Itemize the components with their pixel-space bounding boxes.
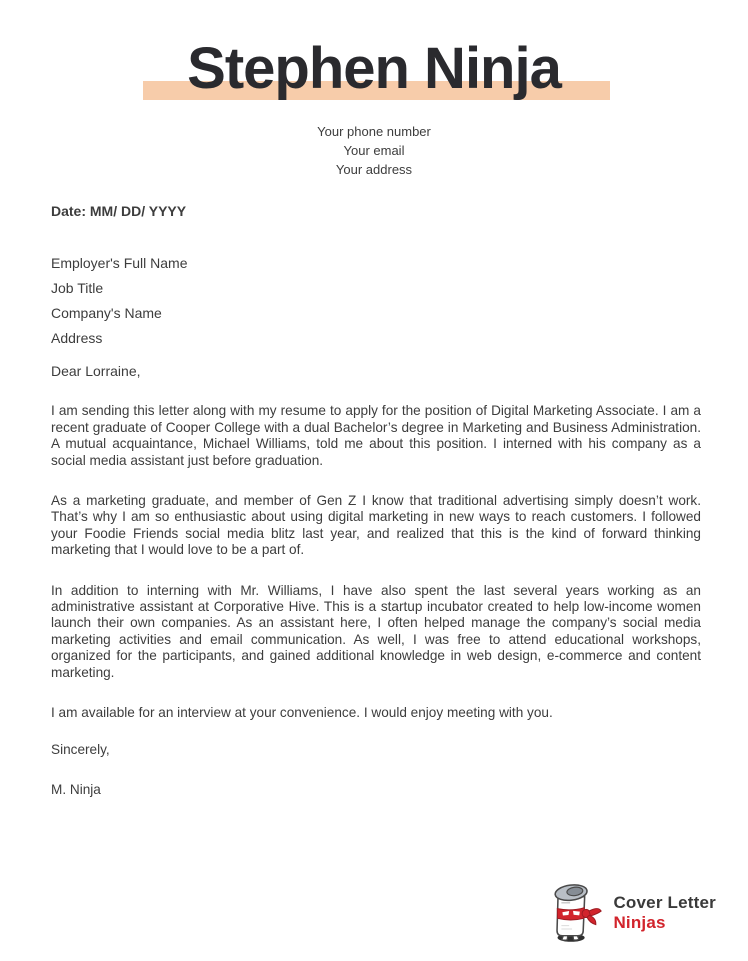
letter-paragraph: In addition to interning with Mr. Williams, I have also spent the last several years working as an administrative assistant at Corporative Hive. This is a startup incubator created to help low-income women launch their own companies. As an assistant here, I often helped manage the company’s social media marketing activities and email communication. As well, I was free to attend educational workshops, organized for the participants, and gained additional knowledge in web design, e-commerce and content marketing. <box>51 582 701 680</box>
letter-body <box>51 202 701 798</box>
contact-address: Your address <box>335 162 413 177</box>
contact-email: Your email <box>343 143 405 158</box>
page-title: Stephen Ninja <box>187 36 561 101</box>
contact-phone: Your phone number <box>317 124 431 139</box>
signature: M. Ninja <box>51 781 101 797</box>
date-line: Date: MM/ DD/ YYYY <box>51 203 187 219</box>
letter-header <box>0 0 748 115</box>
recipient-job-title: Job Title <box>51 280 104 296</box>
recipient-company: Company's Name <box>51 305 162 321</box>
brand-line-cover-letter: Cover Letter <box>613 893 716 912</box>
recipient-address: Address <box>51 330 103 346</box>
salutation: Dear Lorraine, <box>51 363 141 379</box>
closing: Sincerely, <box>51 741 110 757</box>
recipient-block <box>51 251 701 351</box>
brand-wordmark <box>613 893 716 933</box>
contact-block <box>0 122 748 179</box>
brand-line-ninjas: Ninjas <box>613 913 666 932</box>
letter-paragraph: As a marketing graduate, and member of Gen Z I know that traditional advertising simply doesn’t work. That’s why I am so enthusiastic about using digital marketing in new ways to reach customers. I followed your Foodie Friends social media blitz last year, and realized that this is the kind of forward thinking marketing that I would love to be a part of. <box>51 493 701 558</box>
letter-paragraph: I am available for an interview at your convenience. I would enjoy meeting with you. <box>51 705 553 721</box>
brand-logo <box>544 881 716 945</box>
ninja-scroll-icon <box>544 881 604 945</box>
letter-paragraph: I am sending this letter along with my resume to apply for the position of Digital Marketing Associate. I am a recent graduate of Cooper College with a dual Bachelor’s degree in Marketing and Business Administration. A mutual acquaintance, Michael Williams, told me about this position. I interned with his company as a social media assistant just before graduation. <box>51 403 701 468</box>
recipient-name: Employer's Full Name <box>51 255 188 271</box>
